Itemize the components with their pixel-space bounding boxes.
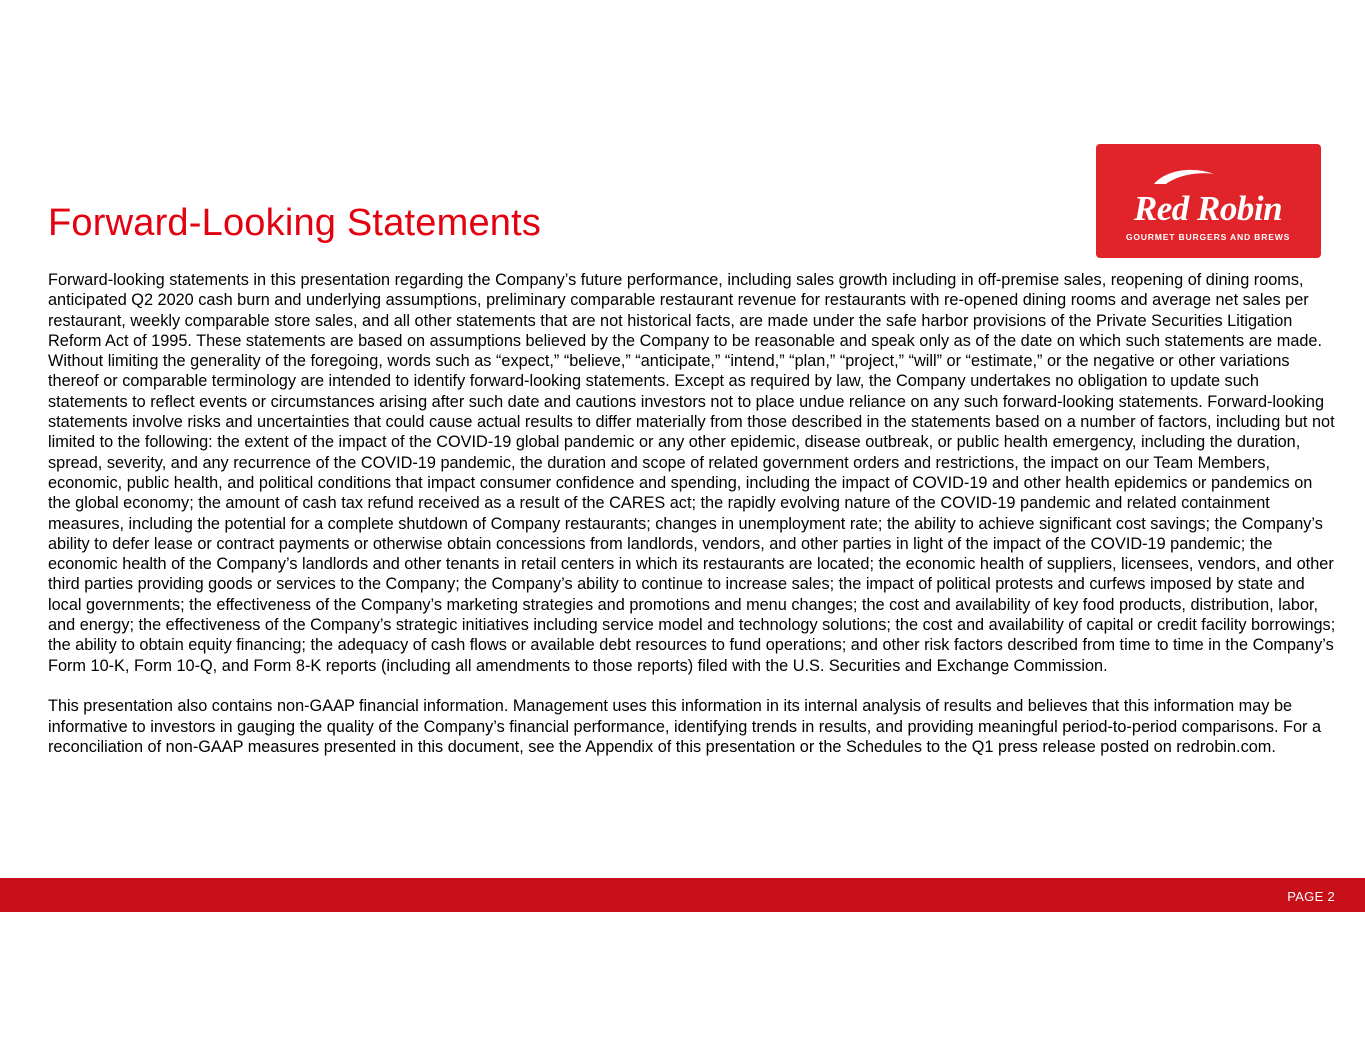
non-gaap-paragraph: This presentation also contains non-GAAP financial information. Management uses this information in its internal analysis of results and believes that this information may be informative to investors in gauging the quality of the Company’s financial performance, identifying trends in results, and providing meaningful period-to-period comparisons. For a reconciliation of non-GAAP measures presented in this document, see the Appendix of this presentation or the Schedules to the Q1 press release posted on redrobin.com. — [48, 697, 1322, 757]
red-robin-logo — [1096, 144, 1321, 258]
forward-looking-paragraph: Forward-looking statements in this presentation regarding the Company’s future performance, including sales growth including in off-premise sales, reopening of dining rooms, anticipated Q2 2020 cash burn and underlying assumptions, preliminary comparable restaurant revenue for restaurants with re-opened dining rooms and average net sales per restaurant, weekly comparable store sales, and all other statements that are not historical facts, are made under the safe harbor provisions of the Private Securities Litigation Reform Act of 1995. These statements are based on assumptions believed by the Company to be reasonable and speak only as of the date on which such statements are made. Without limiting the generality of the foregoing, words such as “expect,” “believe,” “anticipate,” “intend,” “plan,” “project,” “will” or “estimate,” or the negative or other variations thereof or comparable terminology are intended to identify forward-looking statements. Except as required by law, the Company undertakes no obligation to update such statements to reflect events or circumstances arising after such date and cautions investors not to place undue reliance on any such forward-looking statements. Forward-looking statements involve risks and uncertainties that could cause actual results to differ materially from those described in the statements based on a number of factors, including but not limited to the following: the extent of the impact of the COVID-19 global pandemic or any other epidemic, disease outbreak, or public health emergency, including the duration, spread, severity, and any recurrence of the COVID-19 pandemic, the duration and scope of related government orders and restrictions, the impact on our Team Members, economic, public health, and political conditions that impact consumer confidence and spending, including the impact of COVID-19 and other health epidemics or pandemics on the global economy; the amount of cash tax refund received as a result of the CARES act; the rapidly evolving nature of the COVID-19 pandemic and related containment measures, including the potential for a complete shutdown of Company restaurants; changes in unemployment rate; the ability to achieve significant cost savings; the Company’s ability to defer lease or contract payments or otherwise obtain concessions from landlords, vendors, and other parties in light of the impact of the COVID-19 pandemic; the economic health of the Company’s landlords and other tenants in retail centers in which its restaurants are located; the economic health of suppliers, licensees, vendors, and other third parties providing goods or services to the Company; the Company’s ability to continue to increase sales; the impact of political protests and curfews imposed by state and local governments; the effectiveness of the Company’s marketing strategies and promotions and menu changes; the cost and availability of key food products, distribution, labor, and energy; the effectiveness of the Company’s strategic initiatives including service model and technology solutions; the cost and availability of capital or credit facility borrowings; the ability to obtain equity financing; the adequacy of cash flows or available debt resources to fund operations; and other risk factors described from time to time in the Company’s Form 10-K, Form 10-Q, and Form 8-K reports (including all amendments to those reports) filed with the U.S. Securities and Exchange Commission. — [48, 271, 1336, 675]
body-text — [48, 270, 1338, 757]
page-title: Forward-Looking Statements — [48, 202, 542, 244]
logo-tagline: GOURMET BURGERS AND BREWS — [1125, 232, 1291, 242]
page-number: PAGE 2 — [1287, 889, 1335, 904]
footer-band — [0, 878, 1365, 912]
logo-wordmark: Red Robin — [1133, 189, 1283, 228]
